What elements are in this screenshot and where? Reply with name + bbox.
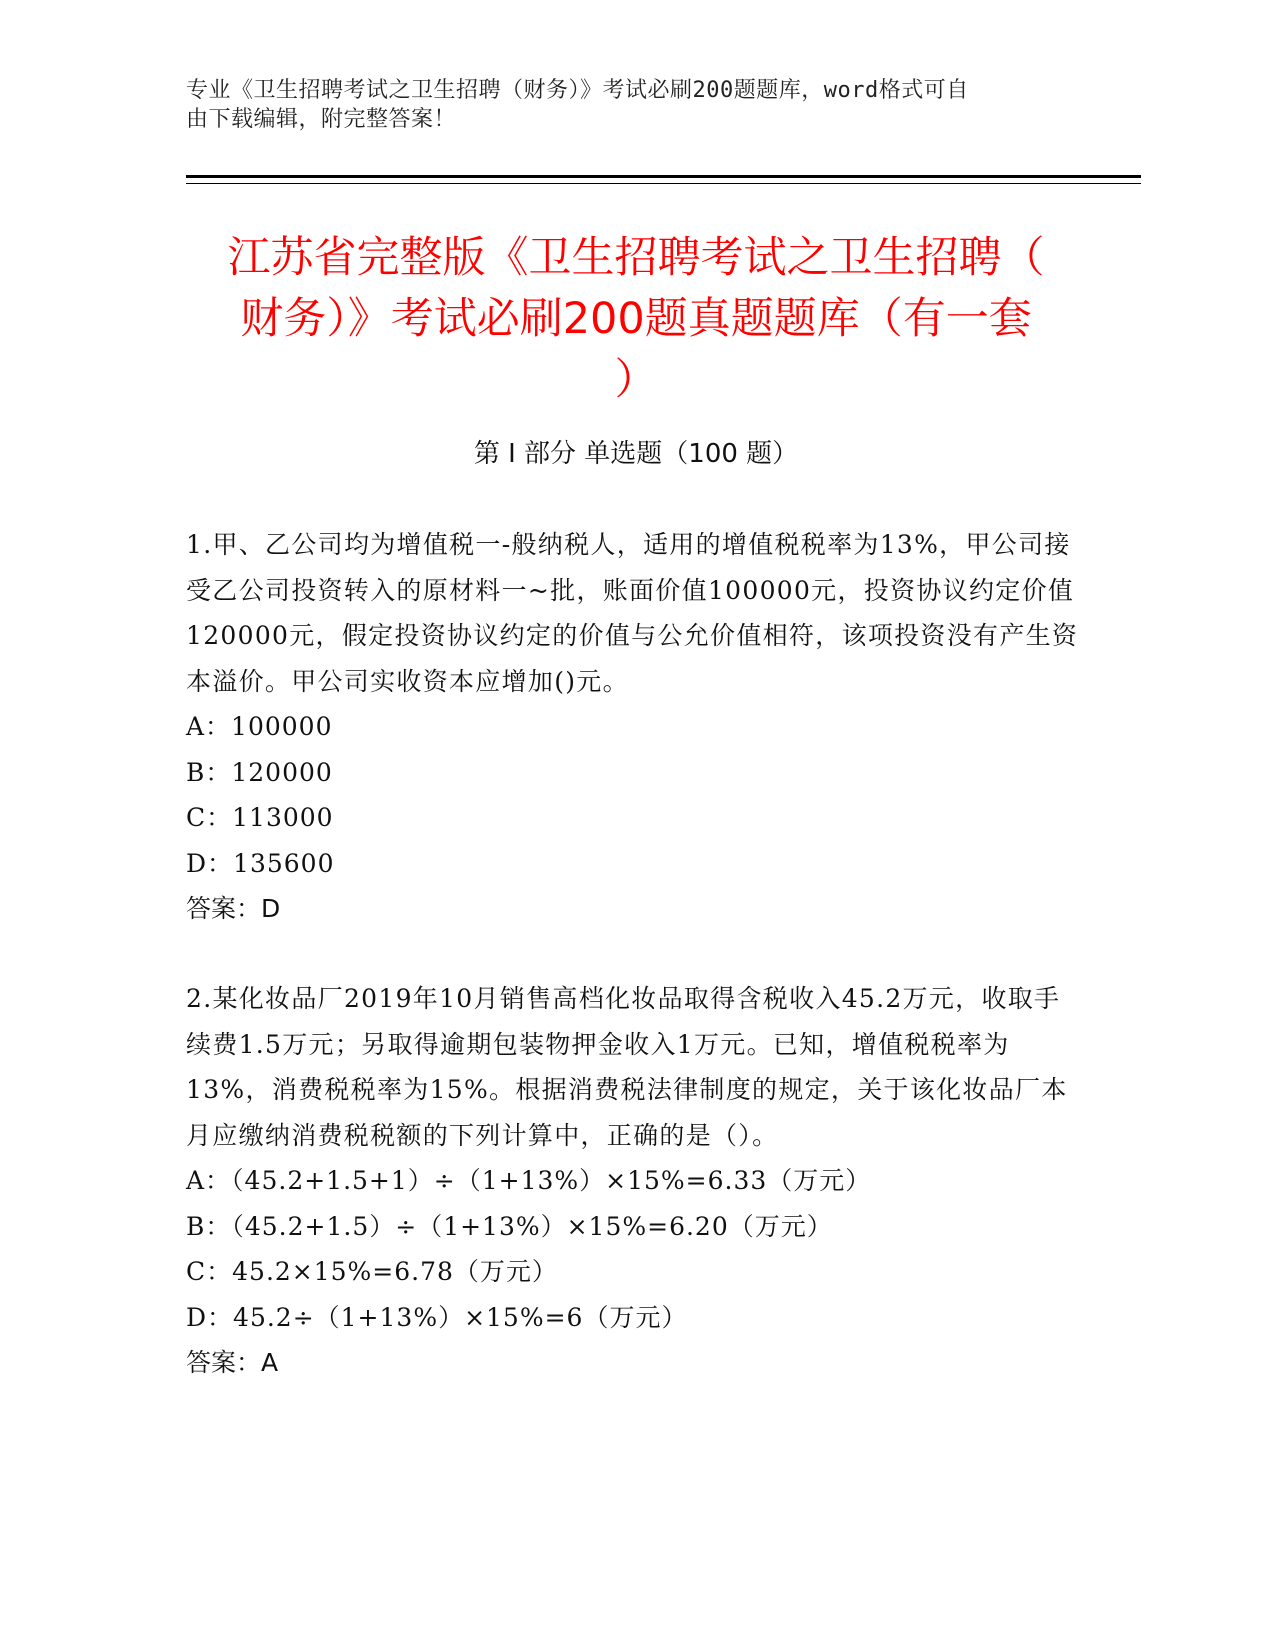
header-note-line-1: 专业《卫生招聘考试之卫生招聘（财务）》考试必刷200题题库，word格式可自 [186,78,969,103]
option-b: B：120000 [186,757,333,787]
header-note-line-2: 由下载编辑，附完整答案！ [186,107,457,132]
option-b: B：（45.2+1.5）÷（1+13%）×15%=6.20（万元） [186,1211,833,1241]
option-a: A：100000 [186,712,333,741]
question-1 [186,522,1086,932]
answer: 答案：D [186,894,281,923]
section-title: 第 I 部分 单选题（100 题） [473,439,799,469]
option-d: D：135600 [186,848,335,878]
header-note [186,76,1086,134]
answer: 答案：A [186,1348,279,1377]
document-title-line-2: 财务）》考试必刷200题真题题库（有一套 [240,294,1032,344]
question-text: 2.某化妆品厂2019年10月销售高档化妆品取得含税收入45.2万元，收取手续费1.5万元；另取得逾期包装物押金收入1万元。已知，增值税税率为13%，消费税税率为15%。根据消费税法律制度的规定，关于该化妆品厂本月应缴纳消费税税额的下列计算中，正确的是（）。 [186,984,1068,1150]
option-c: C：45.2×15%=6.78（万元） [186,1257,558,1286]
question-text: 1.甲、乙公司均为增值税一-般纳税人，适用的增值税税率为13%，甲公司接受乙公司投资转入的原材料一~批，账面价值100000元，投资协议约定价值120000元，假定投资协议约定的价值与公允价值相符，该项投资没有产生资本溢价。甲公司实收资本应增加()元。 [186,530,1079,696]
option-c: C：113000 [186,803,334,832]
option-d: D：45.2÷（1+13%）×15%=6（万元） [186,1302,688,1332]
header-divider-thin [186,183,1141,184]
question-2 [186,976,1086,1386]
document-title [186,228,1086,411]
document-title-line-1: 江苏省完整版《卫生招聘考试之卫生招聘（ [227,233,1045,283]
option-a: A：（45.2+1.5+1）÷（1+13%）×15%=6.33（万元） [186,1166,872,1195]
document-title-line-3: ） [614,355,658,405]
header-divider-thick [186,175,1141,178]
